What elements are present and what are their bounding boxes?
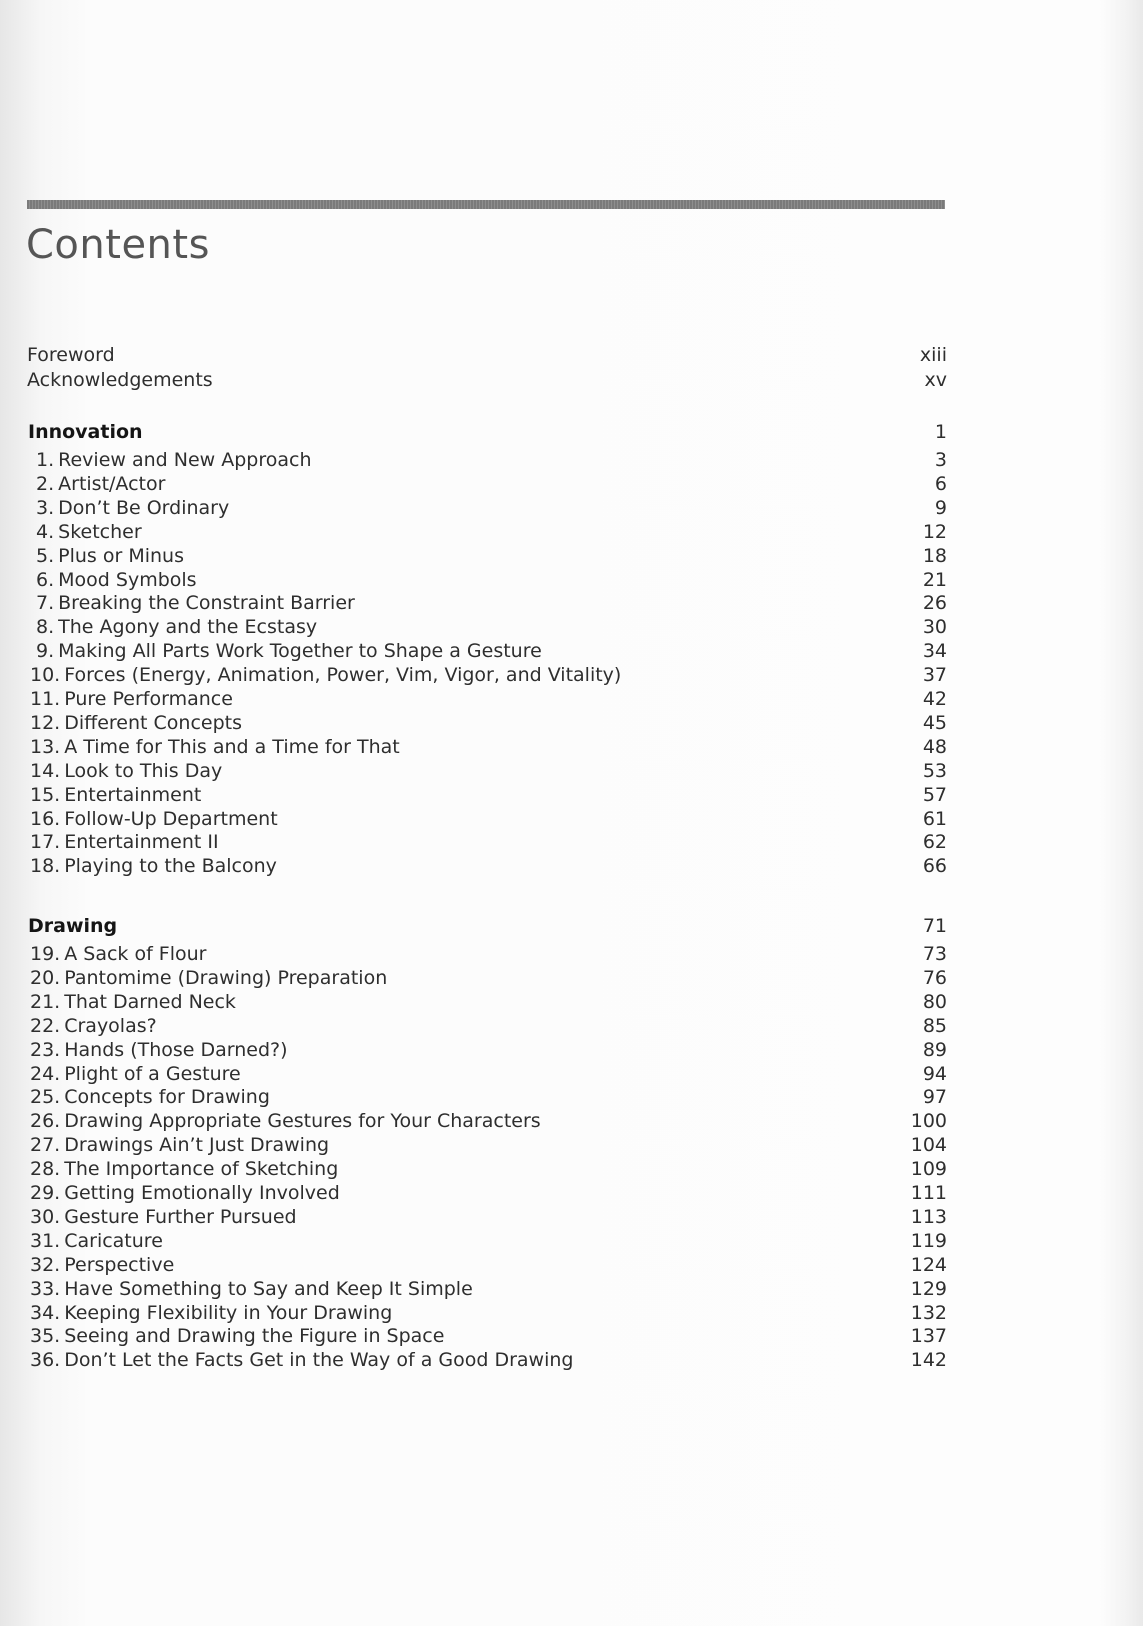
chapter-number: 33.: [30, 1277, 61, 1300]
chapter-label: [30, 783, 201, 807]
chapter-label: [30, 1014, 157, 1038]
chapter-number: 29.: [30, 1182, 61, 1204]
chapter-label: [30, 1157, 338, 1181]
chapter-page-number: 129: [910, 1277, 947, 1300]
chapter-number: 21.: [30, 990, 61, 1013]
section-title: Innovation: [28, 421, 143, 443]
chapter-title: Different Concepts: [64, 711, 243, 734]
chapter-title: Entertainment: [64, 783, 202, 806]
chapter-entry: [0, 1324, 1143, 1348]
chapter-number: 30.: [30, 1205, 61, 1228]
chapter-title: Caricature: [64, 1229, 163, 1252]
chapter-title: Playing to the Balcony: [64, 855, 277, 878]
chapter-page-number: 53: [922, 759, 947, 782]
chapter-entry: [0, 1181, 1143, 1205]
chapter-number: 5.: [36, 544, 55, 567]
chapter-page-number: 85: [922, 1014, 947, 1037]
chapter-title: Plight of a Gesture: [64, 1062, 241, 1085]
chapter-entry: [0, 711, 1143, 735]
chapter-entry: [0, 448, 1143, 472]
entry-page-number: xiii: [919, 344, 947, 366]
chapter-number: 35.: [30, 1325, 61, 1348]
chapter-title: Pure Performance: [64, 688, 233, 710]
chapter-page-number: 80: [922, 990, 947, 1013]
chapter-label: [30, 1109, 541, 1133]
chapter-label: [30, 990, 236, 1014]
chapter-entry: [0, 1014, 1143, 1038]
chapter-number: 7.: [36, 592, 55, 615]
chapter-number: 12.: [30, 711, 61, 734]
chapter-number: 36.: [30, 1349, 61, 1372]
chapter-title: Seeing and Drawing the Figure in Space: [64, 1325, 445, 1348]
chapter-number: 18.: [30, 855, 61, 878]
chapter-label: [30, 1277, 473, 1301]
chapter-entry: [0, 1348, 1143, 1372]
chapter-label: [30, 807, 278, 831]
chapter-page-number: 137: [910, 1325, 947, 1348]
chapter-label: [30, 1062, 241, 1086]
chapter-page-number: 57: [922, 783, 947, 806]
chapter-page-number: 61: [922, 807, 947, 830]
chapter-entry: [0, 1157, 1143, 1181]
chapter-entry: [0, 942, 1143, 966]
chapter-entry: [0, 1085, 1143, 1109]
chapter-label: [30, 1133, 329, 1157]
chapter-label: [30, 942, 207, 966]
chapter-page-number: 3: [934, 449, 947, 471]
chapter-entry: [0, 1109, 1143, 1133]
chapter-label: [36, 544, 184, 568]
title-rule: [27, 200, 945, 209]
chapter-entry: [0, 472, 1143, 496]
chapter-entry: [0, 990, 1143, 1014]
chapter-title: Plus or Minus: [58, 544, 184, 567]
chapter-page-number: 42: [922, 688, 947, 710]
chapter-number: 17.: [30, 831, 61, 854]
chapter-title: Getting Emotionally Involved: [64, 1182, 340, 1204]
chapter-title: Concepts for Drawing: [64, 1086, 270, 1109]
page-title: Contents: [26, 222, 210, 268]
chapter-number: 28.: [30, 1158, 61, 1181]
section-page-number: 1: [934, 421, 947, 443]
chapter-label: [30, 759, 222, 783]
chapter-title: Making All Parts Work Together to Shape a Gesture: [58, 640, 542, 663]
chapter-entry: [0, 568, 1143, 592]
chapter-title: A Time for This and a Time for That: [64, 735, 400, 758]
chapter-number: 19.: [30, 943, 61, 965]
chapter-page-number: 113: [910, 1205, 947, 1228]
chapter-label: [36, 568, 197, 592]
chapter-page-number: 12: [922, 520, 947, 543]
chapter-title: Artist/Actor: [58, 472, 166, 495]
chapter-page-number: 89: [922, 1038, 947, 1061]
chapter-entry: [0, 1038, 1143, 1062]
section-page-number: 71: [922, 915, 947, 937]
chapter-page-number: 119: [910, 1229, 947, 1252]
chapter-entry: [0, 663, 1143, 687]
chapter-number: 22.: [30, 1014, 61, 1037]
chapter-entry: [0, 591, 1143, 615]
chapter-label: [30, 1085, 270, 1109]
chapter-label: [36, 496, 229, 520]
chapter-label: [30, 1348, 573, 1372]
chapter-label: [36, 520, 142, 544]
chapter-entry: [0, 1229, 1143, 1253]
chapter-page-number: 104: [910, 1134, 947, 1157]
section-heading: [0, 914, 1143, 938]
chapter-number: 23.: [30, 1038, 61, 1061]
chapter-entry: [0, 615, 1143, 639]
chapter-title: Hands (Those Darned?): [64, 1038, 288, 1061]
chapter-label: [36, 639, 542, 663]
chapter-entry: [0, 854, 1143, 878]
chapter-label: [36, 472, 165, 496]
chapter-title: A Sack of Flour: [64, 943, 207, 965]
chapter-label: [30, 1301, 392, 1325]
chapter-title: Sketcher: [58, 520, 142, 543]
chapter-title: Keeping Flexibility in Your Drawing: [64, 1301, 393, 1324]
chapter-page-number: 45: [922, 711, 947, 734]
chapter-title: That Darned Neck: [64, 990, 236, 1013]
chapter-label: [30, 966, 387, 990]
front-matter-entry: [0, 368, 1143, 392]
chapter-number: 24.: [30, 1062, 61, 1085]
chapter-entry: [0, 544, 1143, 568]
chapter-page-number: 62: [922, 831, 947, 854]
chapter-entry: [0, 520, 1143, 544]
chapter-entry: [0, 1301, 1143, 1325]
chapter-title: Mood Symbols: [58, 568, 197, 591]
chapter-label: [30, 1253, 174, 1277]
chapter-page-number: 66: [922, 855, 947, 878]
chapter-entry: [0, 1133, 1143, 1157]
chapter-label: [30, 687, 233, 711]
chapter-page-number: 6: [934, 472, 947, 495]
chapter-title: Gesture Further Pursued: [64, 1205, 297, 1228]
chapter-number: 34.: [30, 1301, 61, 1324]
chapter-number: 25.: [30, 1086, 61, 1109]
entry-title: Foreword: [27, 344, 115, 366]
chapter-title: Don’t Let the Facts Get in the Way of a Good Drawing: [64, 1349, 574, 1372]
chapter-title: Have Something to Say and Keep It Simple: [64, 1277, 473, 1300]
chapter-number: 9.: [36, 640, 55, 663]
chapter-title: Drawings Ain’t Just Drawing: [64, 1134, 330, 1157]
chapter-page-number: 18: [922, 544, 947, 567]
chapter-number: 15.: [30, 783, 61, 806]
chapter-page-number: 97: [922, 1086, 947, 1109]
chapter-label: [30, 830, 219, 854]
chapter-entry: [0, 639, 1143, 663]
chapter-entry: [0, 783, 1143, 807]
chapter-label: [30, 1038, 288, 1062]
chapter-number: 2.: [36, 472, 55, 495]
entry-page-number: xv: [924, 368, 947, 391]
chapter-title: Look to This Day: [64, 759, 223, 782]
chapter-entry: [0, 687, 1143, 711]
chapter-title: Drawing Appropriate Gestures for Your Characters: [64, 1110, 541, 1133]
chapter-entry: [0, 496, 1143, 520]
chapter-number: 31.: [30, 1229, 61, 1252]
chapter-number: 10.: [30, 664, 61, 687]
chapter-number: 1.: [36, 449, 55, 471]
chapter-title: Perspective: [64, 1253, 175, 1276]
chapter-page-number: 30: [922, 616, 947, 639]
chapter-entry: [0, 807, 1143, 831]
chapter-label: [30, 663, 621, 687]
chapter-title: Follow-Up Department: [64, 807, 278, 830]
chapter-page-number: 48: [922, 735, 947, 758]
chapter-page-number: 132: [910, 1301, 947, 1324]
chapter-number: 32.: [30, 1253, 61, 1276]
chapter-page-number: 142: [910, 1349, 947, 1372]
chapter-number: 14.: [30, 759, 61, 782]
chapter-entry: [0, 1277, 1143, 1301]
chapter-entry: [0, 735, 1143, 759]
chapter-title: Crayolas?: [64, 1014, 157, 1037]
chapter-entry: [0, 1253, 1143, 1277]
chapter-title: Breaking the Constraint Barrier: [58, 592, 355, 615]
chapter-entry: [0, 966, 1143, 990]
chapter-number: 13.: [30, 735, 61, 758]
chapter-page-number: 76: [922, 966, 947, 989]
chapter-title: Entertainment II: [64, 831, 219, 854]
chapter-number: 6.: [36, 568, 55, 591]
chapter-page-number: 111: [910, 1182, 947, 1204]
chapter-label: [30, 1205, 297, 1229]
chapter-title: Review and New Approach: [58, 449, 312, 471]
chapter-page-number: 100: [910, 1110, 947, 1133]
chapter-page-number: 34: [922, 640, 947, 663]
chapter-page-number: 94: [922, 1062, 947, 1085]
chapter-number: 27.: [30, 1134, 61, 1157]
chapter-page-number: 9: [934, 496, 947, 519]
chapter-label: [30, 854, 277, 878]
chapter-number: 3.: [36, 496, 55, 519]
chapter-page-number: 109: [910, 1158, 947, 1181]
chapter-label: [30, 711, 242, 735]
section-title: Drawing: [28, 915, 118, 937]
chapter-number: 26.: [30, 1110, 61, 1133]
chapter-title: Forces (Energy, Animation, Power, Vim, Vigor, and Vitality): [64, 664, 622, 687]
chapter-label: [36, 615, 317, 639]
chapter-page-number: 26: [922, 592, 947, 615]
chapter-page-number: 21: [922, 568, 947, 591]
entry-title: Acknowledgements: [27, 368, 213, 391]
chapter-entry: [0, 759, 1143, 783]
chapter-number: 16.: [30, 807, 61, 830]
chapter-label: [30, 1229, 163, 1253]
chapter-entry: [0, 1205, 1143, 1229]
chapter-label: [30, 1181, 340, 1205]
chapter-label: [36, 591, 355, 615]
chapter-number: 11.: [30, 688, 61, 710]
section-heading: [0, 420, 1143, 444]
chapter-label: [36, 448, 312, 472]
chapter-entry: [0, 1062, 1143, 1086]
chapter-number: 8.: [36, 616, 55, 639]
chapter-page-number: 73: [922, 943, 947, 965]
chapter-label: [30, 735, 400, 759]
chapter-entry: [0, 830, 1143, 854]
chapter-title: Don’t Be Ordinary: [58, 496, 230, 519]
chapter-title: Pantomime (Drawing) Preparation: [64, 966, 388, 989]
chapter-page-number: 124: [910, 1253, 947, 1276]
front-matter-entry: [0, 343, 1143, 367]
chapter-number: 4.: [36, 520, 55, 543]
chapter-title: The Agony and the Ecstasy: [58, 616, 318, 639]
chapter-page-number: 37: [922, 664, 947, 687]
chapter-number: 20.: [30, 966, 61, 989]
chapter-title: The Importance of Sketching: [64, 1158, 339, 1181]
chapter-label: [30, 1324, 444, 1348]
